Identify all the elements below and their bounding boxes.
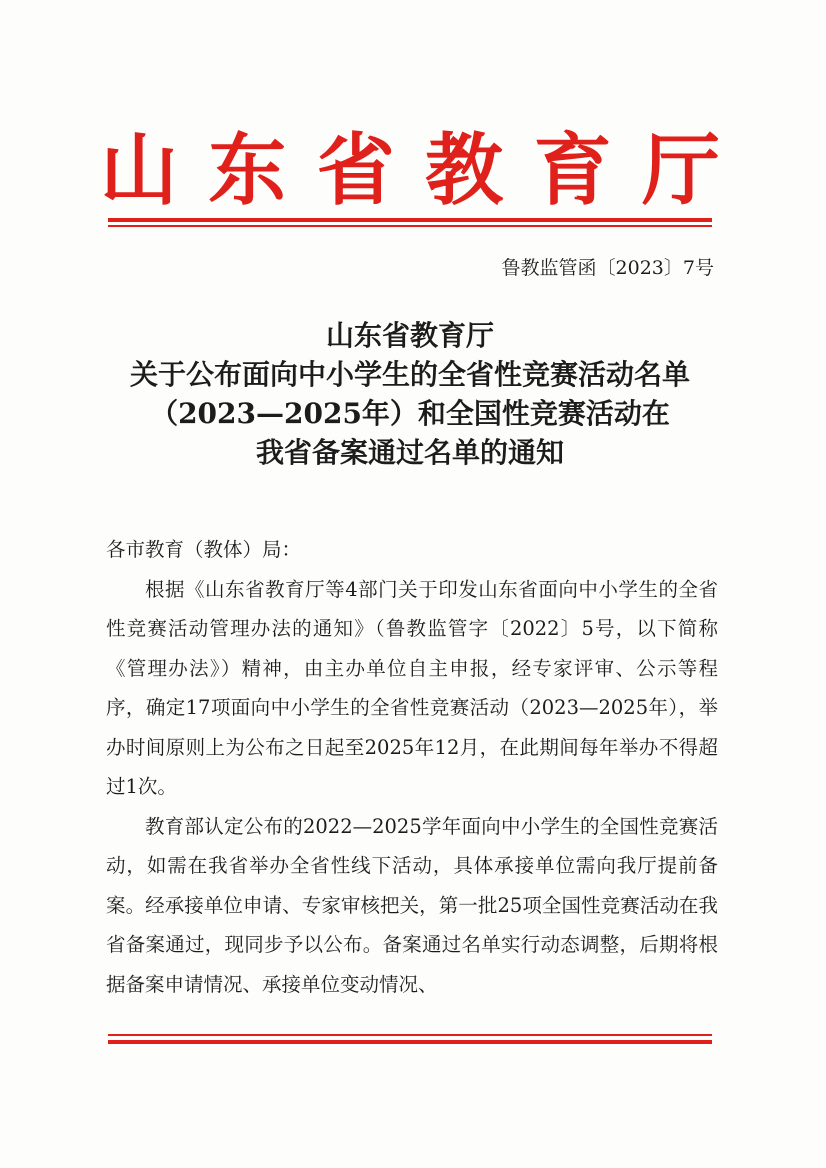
body-paragraph: 教育部认定公布的2022—2025学年面向中小学生的全国性竞赛活动，如需在我省举办全省性线下活动，具体承接单位需向我厅提前备案。经承接单位申请、专家审核把关，第一批25项全国性竞赛活动在我省备案通过，现同步予以公布。备案通过名单实行动态调整，后期将根据备案申请情况、承接单位变动情况、 bbox=[106, 814, 718, 996]
title-line: 关于公布面向中小学生的全省性竞赛活动名单 bbox=[129, 358, 690, 391]
issuing-authority-header bbox=[100, 125, 720, 216]
header-red-rule-thin bbox=[108, 225, 712, 227]
header-char: 育 bbox=[533, 125, 612, 216]
document-body bbox=[106, 530, 718, 1004]
title-line: 我省备案通过名单的通知 bbox=[255, 436, 564, 469]
title-line: （2023—2025年）和全国性竞赛活动在 bbox=[150, 397, 670, 430]
title-line: 山东省教育厅 bbox=[325, 319, 494, 352]
header-char: 东 bbox=[208, 125, 287, 216]
header-char: 教 bbox=[425, 125, 504, 216]
header-char: 厅 bbox=[641, 125, 720, 216]
footer-red-rule-thin bbox=[108, 1034, 712, 1036]
header-red-rule-thick bbox=[108, 218, 712, 222]
document-number: 鲁教监管函〔2023〕7号 bbox=[501, 257, 714, 279]
document-title bbox=[90, 316, 730, 472]
footer-red-rule-thick bbox=[108, 1040, 712, 1044]
salutation: 各市教育（教体）局： bbox=[106, 538, 302, 561]
body-paragraph: 根据《山东省教育厅等4部门关于印发山东省面向中小学生的全省性竞赛活动管理办法的通知》（鲁教监管字〔2022〕5号，以下简称《管理办法》）精神，由主办单位自主申报，经专家评审、公示等程序，确定17项面向中小学生的全省性竞赛活动（2023—2025年），举办时间原则上为公布之日起至2025年12月，在此期间每年举办不得超过1次。 bbox=[106, 577, 718, 798]
header-char: 山 bbox=[100, 125, 179, 216]
header-char: 省 bbox=[316, 125, 395, 216]
